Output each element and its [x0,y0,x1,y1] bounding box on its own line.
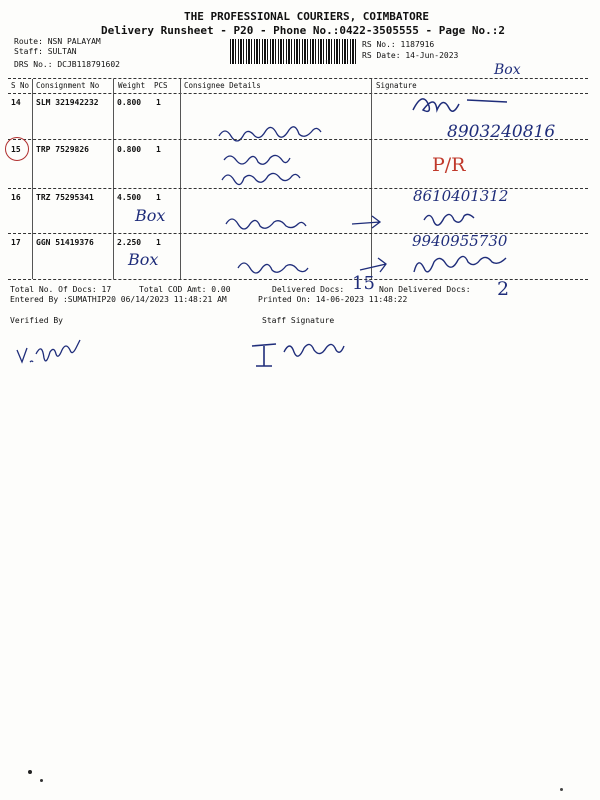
printed-on: Printed On: 14-06-2023 11:48:22 [258,295,408,304]
row-sno: 14 [11,98,21,107]
row-sno: 16 [11,193,21,202]
col-consignment: Consignment No [36,81,100,90]
column-line [32,79,33,279]
divider [8,139,588,140]
col-pcs: PCS [154,81,168,90]
entered-by: Entered By :SUMATHIP20 06/14/2023 11:48:21 AM [10,295,227,304]
non-delivered-docs-count: 2 [497,278,510,300]
delivered-docs-label: Delivered Docs: [272,285,345,294]
barcode [230,39,356,64]
divider [8,78,588,79]
signature-scribble [410,254,530,280]
row-sno: 15 [11,145,21,154]
staff-signature-label: Staff Signature [262,316,335,325]
scan-speck [28,770,32,774]
handwritten-pr: P/R [432,154,466,176]
row-weight: 0.800 [117,145,142,154]
col-consignee: Consignee Details [184,81,261,90]
consignee-scribble [215,118,355,148]
runsheet-title: Delivery Runsheet - P20 - Phone No.:0422-3505555 - Page No.:2 [101,24,505,37]
route: Route: NSN PALAYAM [14,37,101,46]
row-sno: 17 [11,238,21,247]
row-pcs: 1 [156,238,161,247]
row-consignment: GGN 51419376 [36,238,94,247]
handwritten-box-16: Box [135,206,166,225]
company-name: THE PROFESSIONAL COURIERS, COIMBATORE [184,10,430,23]
handwritten-box-17: Box [128,250,159,269]
rs-date: RS Date: 14-Jun-2023 [362,51,459,60]
handwritten-phone-2: 8610401312 [413,187,509,205]
col-signature: Signature [376,81,417,90]
scan-speck [40,779,43,782]
handwritten-box-top: Box [494,62,521,78]
row-pcs: 1 [156,145,161,154]
signature-scribble [420,206,490,232]
signature-scribble [405,88,525,118]
row-weight: 0.800 [117,98,142,107]
row-consignment: TRP 7529826 [36,145,89,154]
total-docs: Total No. Of Docs: 17 [10,285,112,294]
staff: Staff: SULTAN [14,47,77,56]
row-pcs: 1 [156,98,161,107]
row-weight: 4.500 [117,193,142,202]
total-cod: Total COD Amt: 0.00 [139,285,231,294]
scan-speck [560,788,563,791]
column-line [113,79,114,279]
non-delivered-docs-label: Non Delivered Docs: [379,285,471,294]
handwritten-phone-3: 9940955730 [412,232,508,250]
column-line [180,79,181,279]
row-consignment: SLM 321942232 [36,98,99,107]
consignee-scribble [218,148,348,190]
row-pcs: 1 [156,193,161,202]
staff-signature [248,334,358,374]
row-weight: 2.250 [117,238,142,247]
column-line [371,79,372,279]
delivered-docs-count: 15 [352,273,375,294]
col-sno: S No [11,81,30,90]
col-weight: Weight [118,81,146,90]
row-consignment: TRZ 75295341 [36,193,94,202]
handwritten-phone-1: 8903240816 [447,122,556,142]
verified-by-label: Verified By [10,316,63,325]
drs-number: DRS No.: DCJB118791602 [14,60,120,69]
verifier-signature [14,336,94,370]
rs-number: RS No.: 1187916 [362,40,435,49]
